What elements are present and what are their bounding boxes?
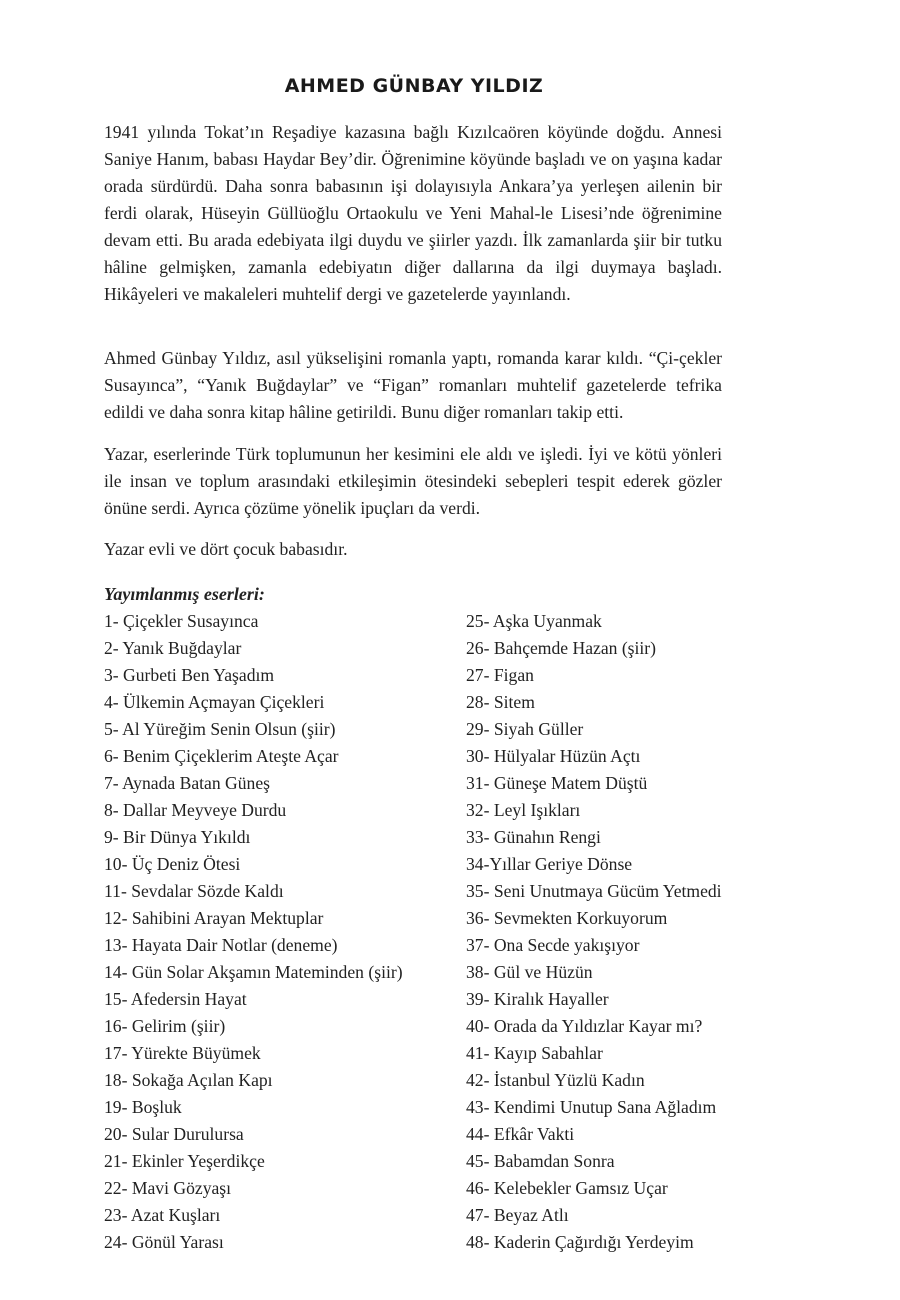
- themes-paragraph: Yazar, eserlerinde Türk toplumunun her kesimini ele aldı ve işledi. İyi ve kötü yönleri ile insan ve toplum arasındaki etkileşimin ötesindeki sebepleri tespit ederek gözler önüne serdi. Ayrıca çözüme yönelik ipuçları da verdi.: [104, 444, 722, 518]
- work-list-item: 3- Gurbeti Ben Yaşadım: [104, 665, 275, 685]
- work-list-item: 47- Beyaz Atlı: [466, 1205, 569, 1225]
- work-list-item: 5- Al Yüreğim Senin Olsun (şiir): [104, 719, 336, 739]
- work-list-item: 13- Hayata Dair Notlar (deneme): [104, 935, 338, 955]
- work-list-item: 18- Sokağa Açılan Kapı: [104, 1070, 273, 1090]
- work-list-item: 38- Gül ve Hüzün: [466, 962, 593, 982]
- work-list-item: 31- Güneşe Matem Düştü: [466, 773, 648, 793]
- work-list-item: 16- Gelirim (şiir): [104, 1016, 226, 1036]
- works-list-right: [466, 608, 722, 1256]
- work-list-item: 14- Gün Solar Akşamın Mateminden (şiir): [104, 962, 403, 982]
- work-list-item: 33- Günahın Rengi: [466, 827, 601, 847]
- work-list-item: 17- Yürekte Büyümek: [104, 1043, 261, 1063]
- work-list-item: 29- Siyah Güller: [466, 719, 584, 739]
- work-list-item: 15- Afedersin Hayat: [104, 989, 247, 1009]
- work-list-item: 20- Sular Durulursa: [104, 1124, 244, 1144]
- work-list-item: 8- Dallar Meyveye Durdu: [104, 800, 287, 820]
- work-list-item: 39- Kiralık Hayaller: [466, 989, 609, 1009]
- work-list-item: 37- Ona Secde yakışıyor: [466, 935, 640, 955]
- family-paragraph: Yazar evli ve dört çocuk babasıdır.: [104, 539, 348, 559]
- career-paragraph: Ahmed Günbay Yıldız, asıl yükselişini romanla yaptı, romanda karar kıldı. “Çi-çekler Susayınca”, “Yanık Buğdaylar” ve “Figan” romanları muhtelif gazetelerde tefrika edildi ve daha sonra kitap hâline getirildi. Bunu diğer romanları takip etti.: [104, 348, 722, 422]
- work-list-item: 45- Babamdan Sonra: [466, 1151, 615, 1171]
- work-list-item: 4- Ülkemin Açmayan Çiçekleri: [104, 692, 325, 712]
- work-list-item: 28- Sitem: [466, 692, 535, 712]
- work-list-item: 40- Orada da Yıldızlar Kayar mı?: [466, 1016, 703, 1036]
- work-list-item: 46- Kelebekler Gamsız Uçar: [466, 1178, 668, 1198]
- work-list-item: 24- Gönül Yarası: [104, 1232, 224, 1252]
- work-list-item: 6- Benim Çiçeklerim Ateşte Açar: [104, 746, 339, 766]
- works-heading: Yayımlanmış eserleri:: [104, 584, 265, 604]
- work-list-item: 7- Aynada Batan Güneş: [104, 773, 270, 793]
- work-list-item: 22- Mavi Gözyaşı: [104, 1178, 232, 1198]
- work-list-item: 19- Boşluk: [104, 1097, 182, 1117]
- work-list-item: 26- Bahçemde Hazan (şiir): [466, 638, 657, 658]
- work-list-item: 36- Sevmekten Korkuyorum: [466, 908, 668, 928]
- work-list-item: 42- İstanbul Yüzlü Kadın: [466, 1070, 645, 1090]
- work-list-item: 11- Sevdalar Sözde Kaldı: [104, 881, 284, 901]
- works-list-left: [104, 608, 403, 1256]
- biography-paragraph: 1941 yılında Tokat’ın Reşadiye kazasına bağlı Kızılcaören köyünde doğdu. Annesi Saniye Hanım, babası Haydar Bey’dir. Öğrenimine köyünde başladı ve on yaşına kadar orada sürdürdü. Daha sonra babasının işi dolayısıyla Ankara’ya yerleşen ailenin bir ferdi olarak, Hüseyin Güllüoğlu Ortaokulu ve Yeni Mahal-le Lisesi’nde öğrenimine devam etti. Bu arada edebiyata ilgi duydu ve şiirler yazdı. İlk zamanlarda şiir bir tutku hâline gelmişken, zamanla edebiyatın diğer dallarına da ilgi duymaya başladı. Hikâyeleri ve makaleleri muhtelif dergi ve gazetelerde yayınlandı.: [104, 122, 722, 304]
- work-list-item: 34-Yıllar Geriye Dönse: [466, 854, 633, 874]
- work-list-item: 2- Yanık Buğdaylar: [104, 638, 242, 658]
- work-list-item: 27- Figan: [466, 665, 534, 685]
- work-list-item: 41- Kayıp Sabahlar: [466, 1043, 603, 1063]
- work-list-item: 30- Hülyalar Hüzün Açtı: [466, 746, 641, 766]
- work-list-item: 43- Kendimi Unutup Sana Ağladım: [466, 1097, 717, 1117]
- work-list-item: 32- Leyl Işıkları: [466, 800, 581, 820]
- work-list-item: 44- Efkâr Vakti: [466, 1124, 575, 1144]
- work-list-item: 23- Azat Kuşları: [104, 1205, 221, 1225]
- work-list-item: 10- Üç Deniz Ötesi: [104, 854, 241, 874]
- work-list-item: 48- Kaderin Çağırdığı Yerdeyim: [466, 1232, 694, 1252]
- work-list-item: 25- Aşka Uyanmak: [466, 611, 602, 631]
- work-list-item: 1- Çiçekler Susayınca: [104, 611, 259, 631]
- work-list-item: 12- Sahibini Arayan Mektuplar: [104, 908, 324, 928]
- work-list-item: 9- Bir Dünya Yıkıldı: [104, 827, 251, 847]
- work-list-item: 21- Ekinler Yeşerdikçe: [104, 1151, 265, 1171]
- author-title: AHMED GÜNBAY YILDIZ: [284, 74, 544, 97]
- work-list-item: 35- Seni Unutmaya Gücüm Yetmedi: [466, 881, 722, 901]
